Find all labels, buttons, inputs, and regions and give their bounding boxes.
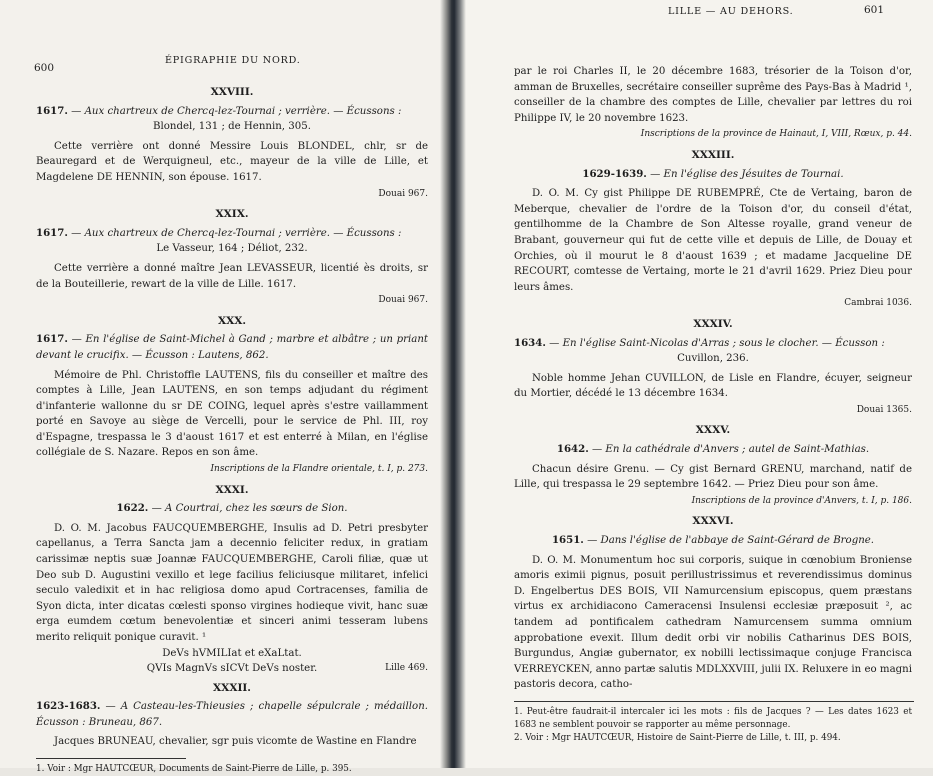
- entry-source: Inscriptions de la province de Hainaut, I, VIII, Rœux, p. 44.: [640, 129, 912, 140]
- right-column: [514, 64, 912, 745]
- chronogram-row: [36, 661, 428, 676]
- running-head: LILLE — AU DEHORS.: [668, 6, 794, 17]
- entry-number: XXXII.: [213, 681, 251, 694]
- left-column: [36, 80, 428, 776]
- entry-number: XXVIII.: [210, 86, 254, 98]
- entry-title: 1651. — Dans l'église de l'abbaye de Saint-Gérard de Brogne.: [551, 534, 875, 547]
- entry-title: 1617. — Aux chartreux de Chercq-lez-Tournai ; verrière. — Écussons :: [36, 226, 402, 239]
- entry-ecussons: Le Vasseur, 164 ; Déliot, 232.: [156, 243, 308, 255]
- entry-text: D. O. M. Monumentum hoc sui corporis, suique in cœnobium Broniense amoris eximii pignus, posuit perillustrissimus et reverendissimus dominus D. Engelbertus DES BOIS, VII Namurcensium episcopus, quem præstans virtus ex archidiacono Cameracensi Insulensi ecclesiæ præposuit ², ac tandem ad pontificalem cathedram Namurcensem summa omnium approbatione evexit. Illum dedit orbi vir nobilis Catharinus DES BOIS, Burgundus, Angiæ gubernator, ex nobilli lectissimaque conjuge Francisca VERREYCKEN, anno partæ salutis MDLXXVIII, julii IX. Reluxere in eo magni pastoris decora, catho-: [514, 554, 912, 691]
- page-number: 600: [34, 62, 55, 74]
- entry-year: 1617.: [36, 226, 68, 239]
- entry-text: D. O. M. Cy gist Philippe DE RUBEMPRÉ, Cte de Vertaing, baron de Meberque, chevalier de l'ordre de la Toison d'or, du conseil d'état, gentilhomme de la Chambre de Son Altesse royalle, grand veneur de Brabant, gouverneur qui fut de cette ville et depuis de Lille, de Douay et Orchies, où il mourut le 8 d'aoust 1639 ; et madame Jacqueline DE RECOURT, comtesse de Vertaing, morte le 21 d'avril 1629. Priez Dieu pour leurs âmes.: [514, 188, 912, 293]
- entry-source: Cambrai 1036.: [844, 298, 912, 309]
- entry-source: Douai 967.: [378, 295, 428, 306]
- entry-title: 1629-1639. — En l'église des Jésuites de Tournai.: [582, 167, 844, 180]
- entry-number: XXIX.: [215, 208, 249, 221]
- running-head: ÉPIGRAPHIE DU NORD.: [165, 55, 301, 66]
- entry-number: XXXVI.: [692, 515, 734, 528]
- entry-number: XXXIII.: [691, 148, 735, 161]
- entry-text: Cette verrière a donné maître Jean LEVASSEUR, licentié ès droits, sr de la Bouteillerie, rewart de la ville de Lille. 1617.: [36, 262, 428, 290]
- entry-year: 1623-1683.: [36, 700, 101, 713]
- continuation-text: par le roi Charles II, le 20 décembre 1683, trésorier de la Toison d'or, amman de Bruxelles, secrétaire conseiller suprême des Pays-Bas à Madrid ¹, conseiller de la chambre des comptes de Lille, chevalier par lettres du roi Philippe IV, le 20 novembre 1623.: [514, 66, 912, 124]
- entry-title: 1634. — En l'église Saint-Nicolas d'Arras ; sous le clocher. — Écusson :: [514, 336, 885, 349]
- entry-number: XXXV.: [695, 424, 731, 437]
- entry-text: Mémoire de Phl. Christoffle LAUTENS, fils du conseiller et maître des comptes à Lille, Jean LAUTENS, en son temps adjudant du régiment d'infanterie wallonne du sr DE COING, lequel après s'estre vaillamment porté en Savoye au siège de Vercelli, pour le service de Phl. III, roy d'Espagne, trespassa le 3 d'aoust 1617 et est enterré à Milan, en l'église collégiale de S. Nazare. Repos en son âme.: [36, 369, 428, 459]
- chronogram-line: DeVs hVMILIat et eXaLtat.: [162, 647, 302, 659]
- entry-title: 1622. — A Courtrai, chez les sœurs de Sion.: [116, 502, 348, 515]
- entry-source: Inscriptions de la province d'Anvers, t. I, p. 186.: [691, 495, 912, 506]
- entry-year: 1634.: [514, 336, 546, 349]
- entry-text: Noble homme Jehan CUVILLON, de Lisle en Flandre, écuyer, seigneur du Mortier, décédé le 13 décembre 1634.: [514, 372, 912, 400]
- entry-ecussons: Cuvillon, 236.: [677, 353, 749, 365]
- entry-title: 1617. — En l'église de Saint-Michel à Gand ; marbre et albâtre ; un priant devant le crucifix. — Écusson : Lautens, 862.: [36, 333, 428, 361]
- entry-text: Chacun désire Grenu. — Cy gist Bernard GRENU, marchand, natif de Lille, qui trespassa le 29 septembre 1642. — Priez Dieu pour son âme.: [514, 463, 912, 491]
- entry-year: 1629-1639.: [582, 167, 647, 180]
- entry-year: 1642.: [556, 443, 589, 456]
- footnote: 1. Peut-être faudrait-il intercaler ici les mots : fils de Jacques ? — Les dates 1623 et 1683 ne semblent pouvoir se rapporter au même personnage.: [514, 706, 912, 730]
- entry-number: XXXI.: [215, 483, 249, 496]
- entry-text: Jacques BRUNEAU, chevalier, sgr puis vicomte de Wastine en Flandre: [54, 736, 417, 748]
- entry-text: Cette verrière ont donné Messire Louis BLONDEL, chlr, sr de Beauregard et de Werquigneul, etc., mayeur de la ville de Lille, et Magdelene DE HENNIN, son épouse. 1617.: [36, 140, 428, 183]
- entry-source: Douai 1365.: [856, 404, 912, 415]
- entry-source: Douai 967.: [378, 188, 428, 199]
- entry-text: D. O. M. Jacobus FAUCQUEMBERGHE, Insulis ad D. Petri presbyter capellanus, a Terra Sancta jam a decennio feliciter redux, in gratiam carissimæ neptis suæ Joannæ FAUCQUEMBERGHE, Caroli filiæ, quæ ut Deo sub D. Augustini vexillo et lege facilius feliciusque militaret, infelici seculo valedixit et in hac religiosa domo apud Cortracenses, familia de Syon dicta, inter dicatas cœlesti sponso virgines hodieque vivit, hanc suæ erga eumdem cœtum benevolentiæ et sinceri animi tesseram lubens merito reliquit ponique curavit. ¹: [36, 522, 428, 643]
- book-gutter: [440, 0, 466, 768]
- entry-title: 1642. — En la cathédrale d'Anvers ; autel de Saint-Mathias.: [556, 443, 870, 456]
- entry-source: Lille 469.: [385, 662, 428, 673]
- chronogram-line: QVIs MagnVs sICVt DeVs noster.: [146, 662, 318, 674]
- footnote-rule: [514, 701, 914, 702]
- footnote-rule: [36, 758, 186, 759]
- entry-ecussons: Blondel, 131 ; de Hennin, 305.: [153, 121, 311, 133]
- entry-title: 1623-1683. — A Casteau-les-Thieusies ; chapelle sépulcrale ; médaillon. Écusson : Bruneau, 867.: [36, 700, 428, 728]
- entry-title: 1617. — Aux chartreux de Chercq-lez-Tournai ; verrière. — Écussons :: [36, 104, 402, 117]
- right-page: [458, 0, 933, 768]
- entry-year: 1651.: [551, 534, 584, 547]
- entry-year: 1617.: [36, 104, 68, 117]
- left-page: [0, 0, 452, 774]
- entry-source: Inscriptions de la Flandre orientale, t. I, p. 273.: [210, 464, 428, 475]
- footnote: 1. Voir : Mgr HAUTCŒUR, Documents de Saint-Pierre de Lille, p. 395.: [36, 763, 352, 774]
- entry-year: 1617.: [36, 333, 68, 346]
- entry-year: 1622.: [116, 502, 149, 515]
- page-number: 601: [864, 4, 885, 16]
- entry-number: XXXIV.: [693, 317, 733, 330]
- entry-number: XXX.: [217, 314, 247, 327]
- footnote: 2. Voir : Mgr HAUTCŒUR, Histoire de Saint-Pierre de Lille, t. III, p. 494.: [514, 732, 841, 743]
